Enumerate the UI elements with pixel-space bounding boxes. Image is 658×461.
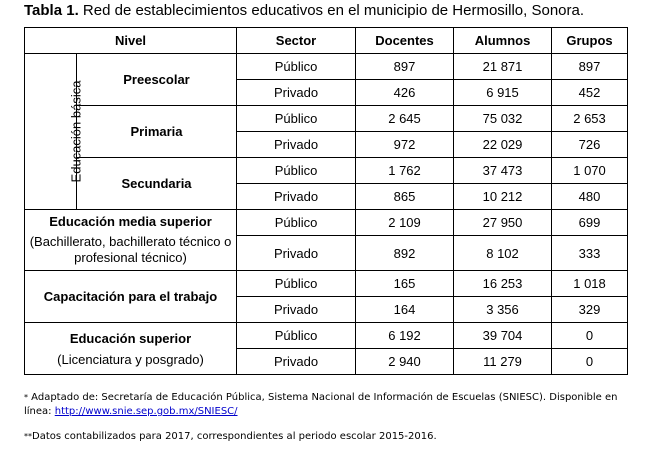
group-basica-cell [25,54,84,210]
cell-sector: Privado [237,236,356,271]
cell-grupos: 1 018 [552,271,628,297]
cell-docentes: 972 [356,132,454,158]
cell-docentes: 6 192 [356,323,454,349]
table-row [25,106,628,132]
level-superior [25,323,237,375]
cell-alumnos: 75 032 [454,106,552,132]
cell-alumnos: 16 253 [454,271,552,297]
caption-text: Red de establecimientos educativos en el municipio de Hermosillo, Sonora. [78,2,585,19]
cell-grupos: 0 [552,323,628,349]
cell-docentes: 165 [356,271,454,297]
header-alumnos: Alumnos [454,28,552,54]
cell-sector: Público [237,210,356,236]
footnote-data-mark: ** [24,432,32,441]
level-primaria: Primaria [77,106,237,158]
cell-docentes: 2 645 [356,106,454,132]
cell-grupos: 452 [552,80,628,106]
cell-docentes: 164 [356,297,454,323]
cell-sector: Público [237,106,356,132]
caption-label: Tabla 1. [24,2,79,19]
cell-grupos: 333 [552,236,628,271]
cell-sector: Público [237,323,356,349]
table-row [25,271,628,297]
cell-docentes: 897 [356,54,454,80]
cell-sector: Privado [237,132,356,158]
header-row [25,28,628,54]
footnote-data-note [24,430,624,444]
cell-grupos: 726 [552,132,628,158]
cell-sector: Privado [237,297,356,323]
table-caption [24,2,584,20]
cell-alumnos: 27 950 [454,210,552,236]
cell-grupos: 897 [552,54,628,80]
level-preescolar: Preescolar [77,54,237,106]
cell-grupos: 1 070 [552,158,628,184]
cell-alumnos: 22 029 [454,132,552,158]
cell-alumnos: 11 279 [454,349,552,375]
table-row [25,158,628,184]
level-superior-subtitle: (Licenciatura y posgrado) [57,351,204,367]
footnote-data-text: Datos contabilizados para 2017, correspondientes al periodo escolar 2015-2016. [32,431,437,442]
table-row [25,323,628,349]
cell-grupos: 480 [552,184,628,210]
cell-docentes: 865 [356,184,454,210]
cell-alumnos: 8 102 [454,236,552,271]
cell-grupos: 329 [552,297,628,323]
table-row [25,54,628,80]
cell-docentes: 2 109 [356,210,454,236]
table-row [25,210,628,236]
cell-alumnos: 3 356 [454,297,552,323]
footnote-source-text: Adaptado de: Secretaría de Educación Pública, Sistema Nacional de Información de Escuelas (SNIESC). Disponible en línea: [24,392,618,417]
cell-docentes: 426 [356,80,454,106]
cell-docentes: 1 762 [356,158,454,184]
cell-sector: Privado [237,80,356,106]
level-media-superior [25,210,237,271]
cell-alumnos: 6 915 [454,80,552,106]
header-nivel: Nivel [25,28,237,54]
footnote-source-mark: * [24,393,28,402]
cell-alumnos: 21 871 [454,54,552,80]
cell-sector: Público [237,158,356,184]
cell-sector: Público [237,271,356,297]
footnote-source-link[interactable]: http://www.snie.sep.gob.mx/SNIESC/ [54,406,238,417]
cell-alumnos: 10 212 [454,184,552,210]
level-superior-title: Educación superior [69,330,192,346]
footnote-source [24,391,624,419]
level-secundaria: Secundaria [77,158,237,210]
cell-docentes: 2 940 [356,349,454,375]
level-capacitacion: Capacitación para el trabajo [25,271,237,323]
cell-grupos: 699 [552,210,628,236]
level-media-title: Educación media superior [49,214,212,229]
cell-grupos: 0 [552,349,628,375]
cell-alumnos: 39 704 [454,323,552,349]
header-grupos: Grupos [552,28,628,54]
cell-docentes: 892 [356,236,454,271]
cell-sector: Privado [237,349,356,375]
level-media-subtitle: (Bachillerato, bachillerato técnico o profesional técnico) [29,234,232,265]
establishments-table [24,27,628,375]
cell-grupos: 2 653 [552,106,628,132]
header-sector: Sector [237,28,356,54]
header-docentes: Docentes [356,28,454,54]
cell-sector: Público [237,54,356,80]
group-basica: Educación básica [68,80,84,183]
cell-alumnos: 37 473 [454,158,552,184]
cell-sector: Privado [237,184,356,210]
